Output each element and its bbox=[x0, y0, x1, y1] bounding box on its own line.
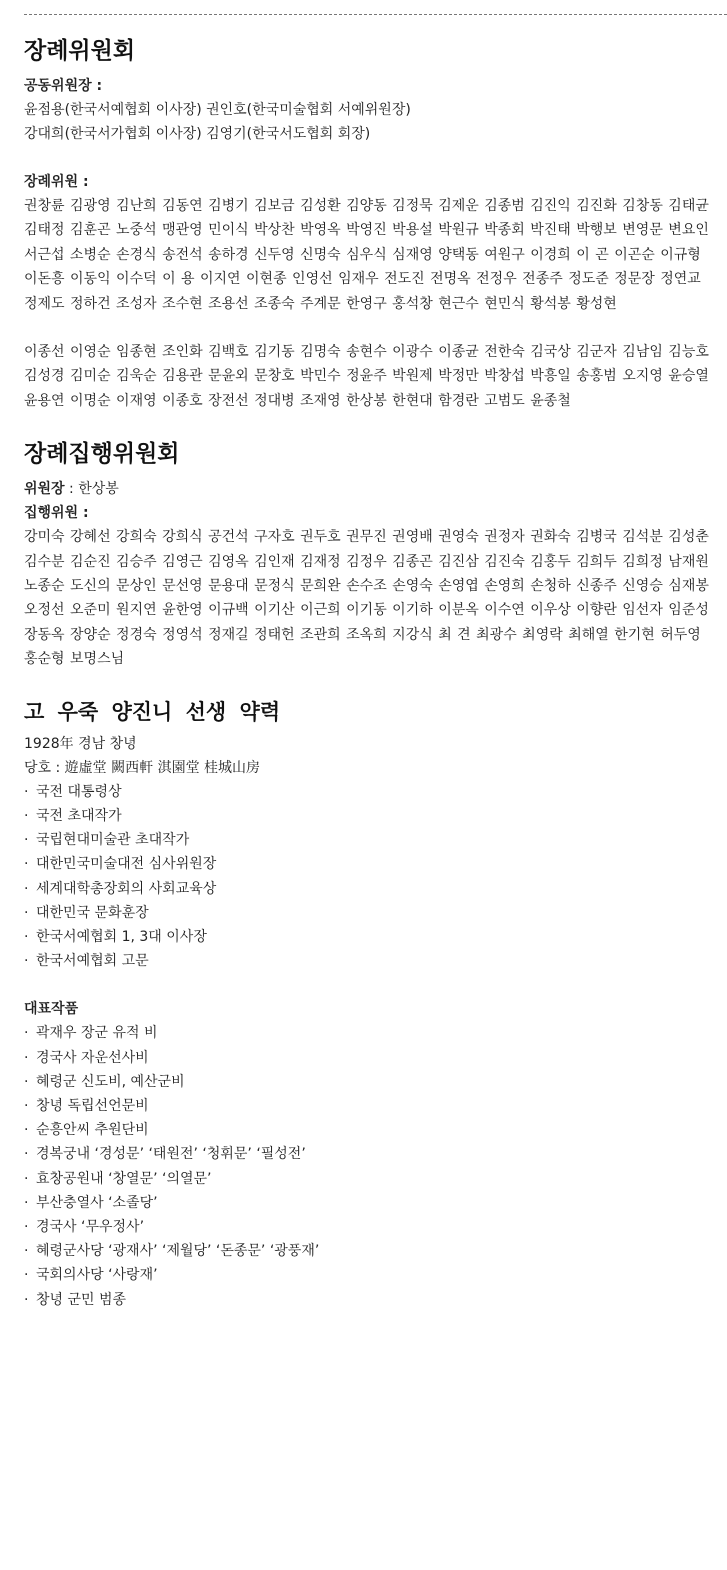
career-item: · 한국서예협회 1, 3대 이사장 bbox=[24, 925, 714, 949]
work-item: · 경국사 ‘무우정사’ bbox=[24, 1215, 714, 1239]
career-item: · 국립현대미술관 초대작가 bbox=[24, 828, 714, 852]
executive-members-list: 강미숙 강혜선 강희숙 강희식 공건석 구자호 권두호 권무진 권영배 권영숙 권정자 권화숙 김병국 김석분 김성춘 김수분 김순진 김승주 김영근 김영옥 김인재 김재정 김정우 김종곤 김진삼 김진숙 김홍두 김희두 김희정 남재원 노종순 도신의 문상인 문선영 문용대 문정식 문희완 손수조 손영숙 손영엽 손영희 손청하 신종주 신영승 심재봉 오정선 오준미 원지연 윤한영 이규백 이기산 이근희 이기동 이기하 이분옥 이수연 이우상 이향란 임선자 임준성 장동옥 장양순 정경숙 정영석 정재길 정태헌 조관희 조옥희 지강식 최 견 최광수 최영락 최해열 한기현 허두영 홍순형 보명스님 bbox=[24, 529, 709, 668]
executive-chair-line bbox=[24, 477, 714, 501]
bullet-icon: · bbox=[24, 880, 29, 897]
committee-members-list-b: 이종선 이영순 임종현 조인화 김백호 김기동 김명숙 송현수 이광수 이종균 전한숙 김국상 김군자 김남임 김능호 김성경 김미순 김욱순 김용관 문윤외 문창호 박민수 정윤주 박원제 박정만 박창섭 박흥일 송홍범 오지영 윤승열 윤용연 이명순 이재영 이종호 장전선 정대병 조재영 한상봉 한현대 함경란 고범도 윤종철 bbox=[24, 344, 709, 409]
pen-names-line: 당호 : 遊虛堂 闕西軒 淇園堂 桂城山房 bbox=[24, 759, 261, 776]
bullet-icon: · bbox=[24, 1049, 29, 1066]
work-item: · 혜령군사당 ‘광재사’ ‘제월당’ ‘돈종문’ ‘광풍재’ bbox=[24, 1239, 714, 1263]
executive-chair-label: 위원장 bbox=[24, 481, 65, 498]
bullet-icon: · bbox=[24, 1073, 29, 1090]
work-item: · 효창공원내 ‘창열문’ ‘의열문’ bbox=[24, 1167, 714, 1191]
bullet-icon: · bbox=[24, 1170, 29, 1187]
career-item: · 국전 대통령상 bbox=[24, 780, 714, 804]
work-item: · 창녕 군민 범종 bbox=[24, 1288, 714, 1312]
bullet-icon: · bbox=[24, 1146, 29, 1163]
committee-members-list-a: 권창륜 김광영 김난희 김동연 김병기 김보금 김성환 김양동 김정묵 김제운 김종범 김진익 김진화 김창동 김태균 김태정 김훈곤 노중석 맹관영 민이식 박상찬 박영옥 박영진 박용설 박원규 박종회 박진태 박행보 변영문 변요인 서근섭 소병순 손경식 송전석 송하경 신두영 신명숙 심우식 심재영 양택동 여원구 이경희 이 곤 이곤순 이규형 이돈흥 이동익 이수덕 이 용 이지연 이현종 인영선 임재우 전도진 전명옥 전정우 전종주 정도준 정문장 정연교 정제도 정하건 조성자 조수현 조용선 조종숙 주계문 한영구 홍석창 현근수 현민식 황석봉 황성현 bbox=[24, 198, 709, 312]
bullet-icon: · bbox=[24, 1122, 29, 1139]
bullet-icon: · bbox=[24, 1097, 29, 1114]
career-item: · 국전 초대작가 bbox=[24, 804, 714, 828]
cochair-line-2: 강대희(한국서가협회 이사장) 김영기(한국서도협회 회장) bbox=[24, 126, 371, 142]
bullet-icon: · bbox=[24, 856, 29, 873]
bullet-icon: · bbox=[24, 1291, 29, 1308]
bullet-icon: · bbox=[24, 928, 29, 945]
cochair-label: 공동위원장 : bbox=[24, 78, 103, 94]
funeral-committee-title: 장례위원회 bbox=[24, 38, 136, 64]
bullet-icon: · bbox=[24, 1218, 29, 1235]
bullet-icon: · bbox=[24, 1025, 29, 1042]
executive-chair-value: : 한상봉 bbox=[64, 481, 119, 498]
work-item: · 국회의사당 ‘사랑재’ bbox=[24, 1263, 714, 1287]
career-item: · 대한민국미술대전 심사위원장 bbox=[24, 852, 714, 876]
work-item: · 혜령군 신도비, 예산군비 bbox=[24, 1070, 714, 1094]
works-list bbox=[24, 1021, 714, 1311]
work-item: · 창녕 독립선언문비 bbox=[24, 1094, 714, 1118]
career-list bbox=[24, 780, 714, 974]
bullet-icon: · bbox=[24, 1243, 29, 1260]
work-item: · 곽재우 장군 유적 비 bbox=[24, 1021, 714, 1045]
executive-committee-title: 장례집행위원회 bbox=[24, 441, 180, 468]
career-item: · 세계대학총장회의 사회교육상 bbox=[24, 877, 714, 901]
biography-title: 고 우죽 양진니 선생 약력 bbox=[24, 699, 281, 724]
career-item: · 한국서예협회 고문 bbox=[24, 949, 714, 973]
work-item: · 부산충열사 ‘소졸당’ bbox=[24, 1191, 714, 1215]
executive-members-label: 집행위원 : bbox=[24, 505, 89, 522]
work-item: · 경국사 자운선사비 bbox=[24, 1046, 714, 1070]
career-item: · 대한민국 문화훈장 bbox=[24, 901, 714, 925]
bullet-icon: · bbox=[24, 783, 29, 800]
work-item: · 경복궁내 ‘경성문’ ‘태원전’ ‘청휘문’ ‘필성전’ bbox=[24, 1142, 714, 1166]
bullet-icon: · bbox=[24, 953, 29, 970]
bullet-icon: · bbox=[24, 1267, 29, 1284]
work-item: · 순흥안씨 추원단비 bbox=[24, 1118, 714, 1142]
birth-line: 1928年 경남 창녕 bbox=[24, 735, 137, 752]
members-label: 장례위원 : bbox=[24, 174, 89, 190]
bullet-icon: · bbox=[24, 832, 29, 849]
bullet-icon: · bbox=[24, 904, 29, 921]
works-label: 대표작품 bbox=[24, 1001, 79, 1018]
top-dashed-divider bbox=[24, 14, 727, 15]
bullet-icon: · bbox=[24, 807, 29, 824]
cochair-line-1: 윤점용(한국서예협회 이사장) 권인호(한국미술협회 서예위원장) bbox=[24, 102, 411, 118]
bullet-icon: · bbox=[24, 1194, 29, 1211]
obituary-content bbox=[24, 36, 714, 1312]
